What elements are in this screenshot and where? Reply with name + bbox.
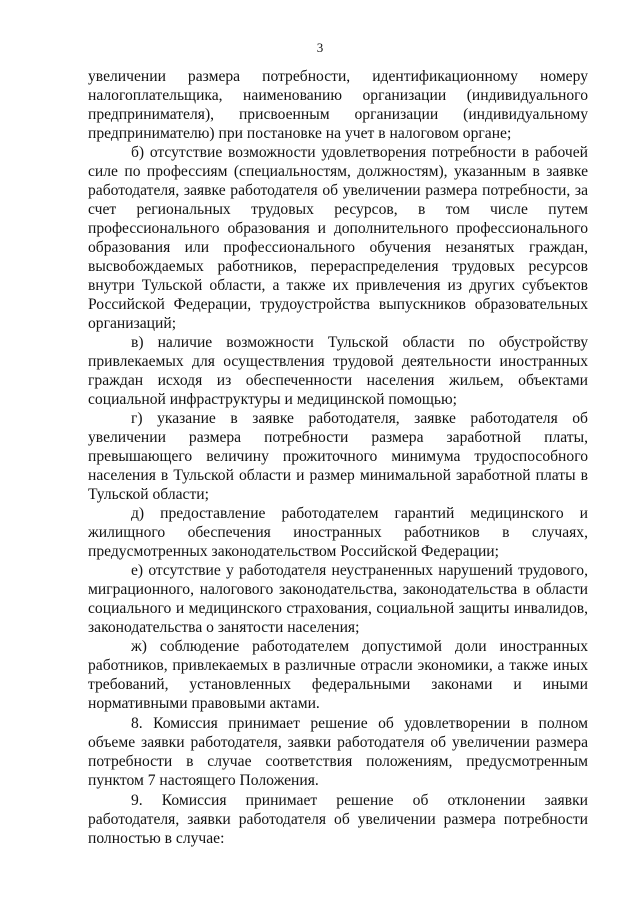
paragraph-item-d: д) предоставление работодателем гарантий медицинского и жилищного обеспечения иностранных работников в случаях, предусмотренных законодательством Российской Федерации; [88,505,588,560]
paragraph-continuation: увеличении размера потребности, идентификационному номеру налогоплательщика, наименованию организации (индивидуального предпринимателя), присвоенным организации (индивидуальному предпринимателю) при постановке на учет в налоговом органе; [88,68,588,142]
paragraph-item-v: в) наличие возможности Тульской области по обустройству привлекаемых для осуществления трудовой деятельности иностранных граждан исходя из обеспеченности населения жильем, объектами социальной инфраструктуры и медицинской помощью; [88,334,588,408]
document-body [88,67,588,848]
paragraph-item-e: е) отсутствие у работодателя неустраненных нарушений трудового, миграционного, налогового законодательства, законодательства в области социального и медицинского страхования, социальной защиты инвалидов, законодательства о занятости населения; [88,562,588,636]
paragraph-clause-9: 9. Комиссия принимает решение об отклонении заявки работодателя, заявки работодателя об увеличении размера потребности полностью в случае: [88,792,588,847]
paragraph-item-g: г) указание в заявке работодателя, заявке работодателя об увеличении размера потребности размера заработной платы, превышающего величину прожиточного минимума трудоспособного населения в Тульской области и размер минимальной заработной платы в Тульской области; [88,410,588,503]
paragraph-clause-8: 8. Комиссия принимает решение об удовлетворении в полном объеме заявки работодателя, заявки работодателя об увеличении размера потребности в случае соответствия положениям, предусмотренным пунктом 7 настоящего Положения. [88,715,588,789]
page-number: 3 [316,40,324,55]
paragraph-item-b: б) отсутствие возможности удовлетворения потребности в рабочей силе по профессиям (специальностям, должностям), указанным в заявке работодателя, заявке работодателя об увеличении размера потребности, за счет региональных трудовых ресурсов, в том числе путем профессионального образования и дополнительного профессионального образования или профессионального обучения незанятых граждан, высвобождаемых работников, перераспределения трудовых ресурсов внутри Тульской области, а также их привлечения из других субъектов Российской Федерации, трудоустройства выпускников образовательных организаций; [88,144,588,332]
paragraph-item-zh: ж) соблюдение работодателем допустимой доли иностранных работников, привлекаемых в различные отрасли экономики, а также иных требований, установленных федеральными законами и иными нормативными правовыми актами. [88,638,588,712]
